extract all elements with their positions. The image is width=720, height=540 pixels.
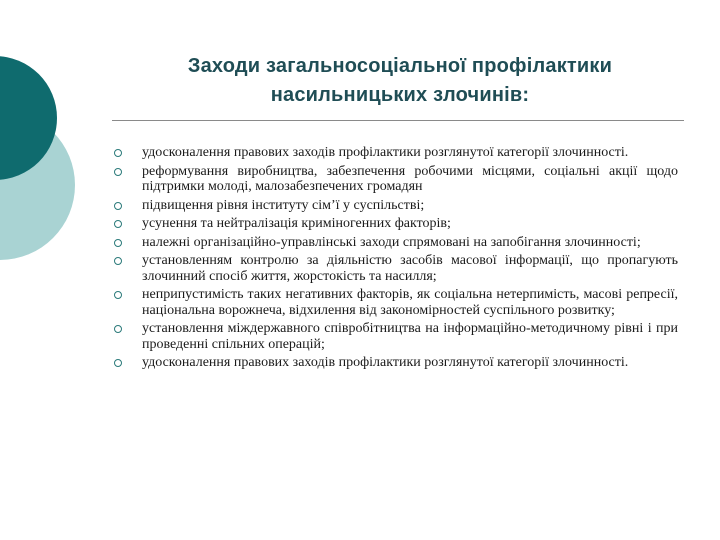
hollow-circle-icon xyxy=(114,257,122,265)
hollow-circle-icon xyxy=(114,168,122,176)
list-item-text: удосконалення правових заходів профілактики розглянутої категорії злочинності. xyxy=(142,145,629,160)
hollow-circle-icon xyxy=(114,202,122,210)
list-item xyxy=(112,321,678,352)
list-item-text: підвищення рівня інституту сім’ї у суспільстві; xyxy=(142,197,425,213)
decorative-circles xyxy=(0,0,90,300)
list-item-text: установлення міждержавного співробітництва на інформаційно-методичному рівні і при проведенні спільних операцій; xyxy=(142,321,678,352)
list-item-text: установленням контролю за діяльністю засобів масової інформації, що пропагують злочинний спосіб життя, жорстокість та насилля; xyxy=(142,253,678,284)
hollow-circle-icon xyxy=(114,325,122,333)
list-item xyxy=(112,198,678,214)
list-item-text: неприпустимість таких негативних факторів, як соціальна нетерпимість, масові репресії, національна ворожнеча, відхилення від закономірностей суспільного розвитку; xyxy=(142,287,678,318)
hollow-circle-icon xyxy=(114,239,122,247)
title-line-2: насильницьких злочинів: xyxy=(270,84,530,106)
list-item xyxy=(112,287,678,318)
hollow-circle-icon xyxy=(114,359,122,367)
list-item-text: належні організаційно-управлінські заходи спрямовані на запобігання злочинності; xyxy=(142,234,641,250)
hollow-circle-icon xyxy=(114,220,122,228)
list-item-text: реформування виробництва, забезпечення робочими місцями, соціальні акції щодо підтримки молоді, малозабезпечених громадян xyxy=(142,163,678,194)
list-item xyxy=(112,235,678,251)
title-divider xyxy=(112,120,684,121)
title-line-1: Заходи загальносоціальної профілактики xyxy=(187,55,613,77)
list-item xyxy=(112,355,678,371)
slide-title xyxy=(100,52,700,110)
list-item xyxy=(112,216,678,232)
list-item-text: усунення та нейтралізація криміногенних факторів; xyxy=(142,216,451,231)
list-item xyxy=(112,164,678,195)
list-item xyxy=(112,253,678,284)
hollow-circle-icon xyxy=(114,291,122,299)
hollow-circle-icon xyxy=(114,149,122,157)
bullet-list xyxy=(112,145,678,374)
list-item xyxy=(112,145,678,161)
list-item-text: удосконалення правових заходів профілактики розглянутої категорії злочинності. xyxy=(142,355,629,370)
